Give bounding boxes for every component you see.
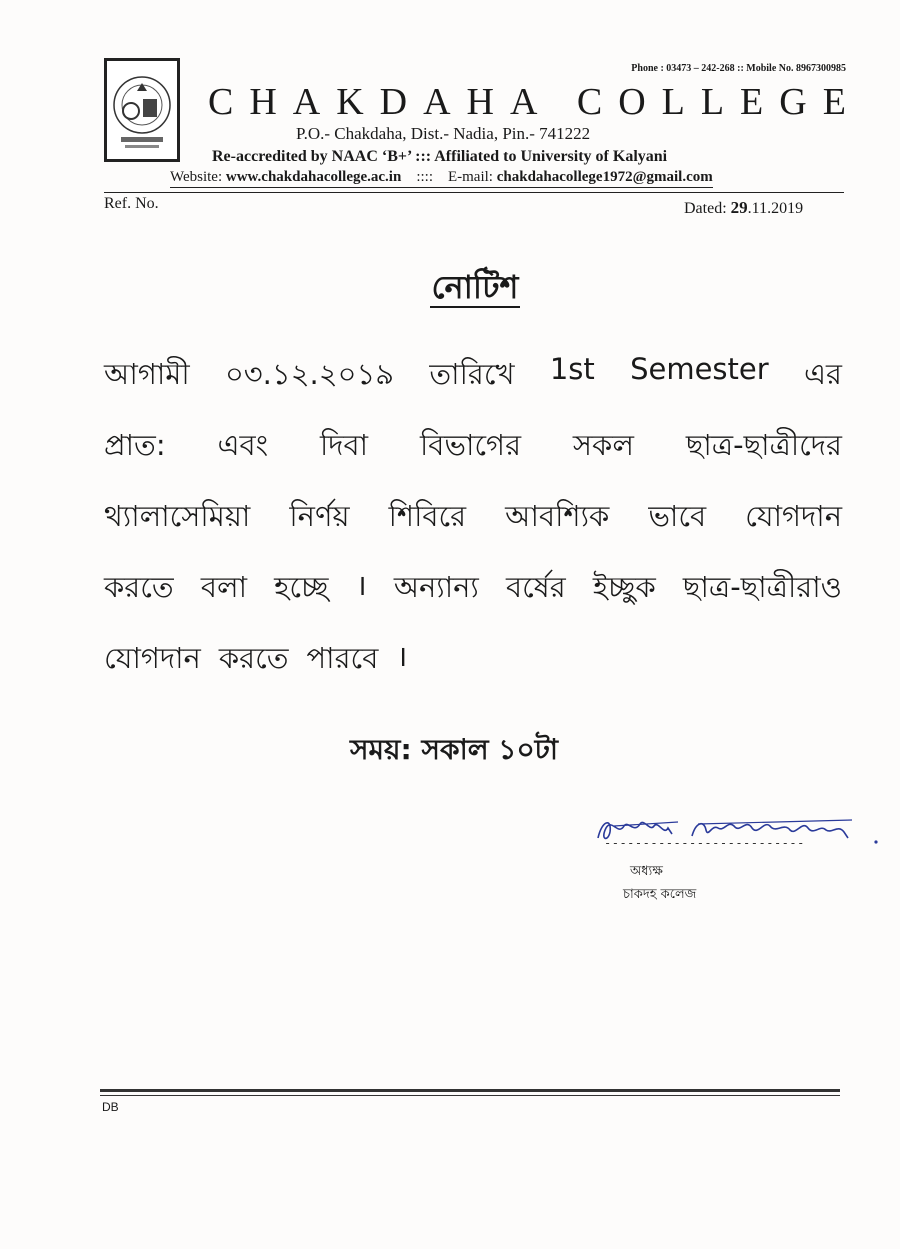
notice-word: শিবিরে — [388, 499, 467, 533]
notice-word: বিভাগের — [419, 428, 522, 462]
college-name: CHAKDAHA COLLEGE — [208, 81, 862, 123]
notice-word: বর্ষের — [506, 570, 566, 604]
notice-word: ইচ্ছুক — [592, 570, 656, 604]
notice-word: ০৩.১২.২০১৯ — [224, 357, 395, 391]
signatory-institution: চাকদহ কলেজ — [623, 887, 697, 902]
dated-rest: .11.2019 — [747, 200, 804, 217]
notice-body — [104, 352, 842, 707]
college-logo — [104, 58, 180, 162]
footer-divider-thick — [100, 1089, 840, 1092]
contact-separator: :::: — [401, 169, 448, 185]
notice-word: যোগদান — [104, 641, 201, 675]
notice-word: এর — [803, 357, 842, 391]
notice-word: আবশ্যিক — [505, 499, 610, 533]
notice-word: পারবে — [306, 641, 379, 675]
notice-word: আগামী — [104, 357, 190, 391]
college-seal-icon — [107, 61, 177, 159]
dated-label: Dated: — [684, 200, 731, 217]
notice-word: ছাত্র-ছাত্রীদের — [685, 428, 842, 462]
notice-line — [104, 565, 842, 636]
notice-word: বলা — [200, 570, 247, 604]
notice-word: 1st — [549, 352, 595, 386]
notice-word: Semester — [630, 352, 769, 386]
notice-word: এবং — [217, 428, 269, 462]
notice-word: হচ্ছে — [274, 570, 329, 604]
notice-word: সকল — [572, 428, 634, 462]
signature-line: -------------------------- — [604, 836, 805, 850]
notice-line — [104, 423, 842, 494]
header-divider — [104, 192, 844, 193]
notice-word: । — [396, 639, 408, 673]
notice-word: দিবা — [320, 428, 369, 462]
notice-word: নির্ণয় — [289, 499, 350, 533]
footer-initials: DB — [102, 1100, 119, 1114]
website-link[interactable]: www.chakdahacollege.ac.in — [225, 169, 402, 185]
notice-line — [104, 494, 842, 565]
contact-row — [170, 169, 713, 188]
notice-word: যোগদান — [745, 499, 842, 533]
email-label: E-mail: — [447, 169, 497, 185]
phone-line: Phone : 03473 – 242-268 :: Mobile No. 8967300985 — [631, 63, 846, 74]
notice-line — [104, 636, 842, 707]
notice-title — [0, 262, 900, 316]
notice-line — [104, 352, 842, 423]
notice-word: ভাবে — [648, 499, 707, 533]
notice-word: তারিখে — [429, 357, 515, 391]
dated — [684, 198, 803, 218]
signatory-role: অধ্যক্ষ — [630, 864, 663, 879]
notice-word: অন্যান্য — [393, 570, 479, 604]
notice-word: থ্যালাসেমিয়া — [104, 499, 251, 533]
email-link[interactable]: chakdahacollege1972@gmail.com — [496, 169, 713, 185]
notice-word: ছাত্র-ছাত্রীরাও — [682, 570, 842, 604]
footer-divider-thin — [100, 1095, 840, 1096]
notice-word: করতে — [104, 570, 174, 604]
notice-time: সময়: সকাল ১০টা — [350, 733, 559, 766]
notice-word: প্রাত: — [104, 428, 166, 462]
website-label: Website: — [170, 169, 226, 185]
notice-word: । — [355, 568, 367, 602]
ref-no: Ref. No. — [104, 195, 159, 212]
dated-day: 29 — [730, 198, 748, 217]
notice-word: করতে — [218, 641, 289, 675]
college-address: P.O.- Chakdaha, Dist.- Nadia, Pin.- 741222 — [296, 124, 591, 143]
notice-title-text: নোটিশ — [431, 268, 519, 306]
accreditation-line: Re-accredited by NAAC ‘B+’ ::: Affiliated to University of Kalyani — [212, 148, 668, 165]
